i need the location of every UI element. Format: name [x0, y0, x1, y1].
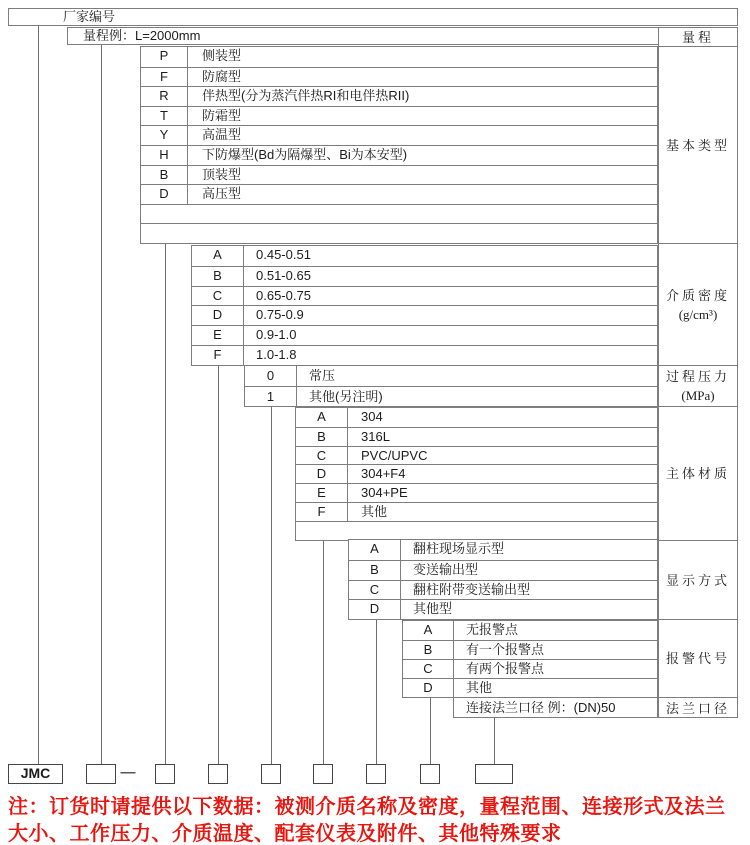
option-row	[296, 483, 657, 502]
connector-line	[165, 242, 166, 765]
model-code-box	[155, 764, 175, 784]
option-row	[192, 246, 657, 266]
range-example-row	[67, 27, 658, 45]
option-code: B	[403, 641, 454, 659]
model-code-box	[208, 764, 228, 784]
option-desc: 高压型	[202, 186, 242, 202]
connector-line	[494, 718, 495, 765]
option-code: H	[141, 146, 188, 165]
connector-line	[101, 45, 102, 765]
option-row	[192, 286, 657, 306]
range-example-label: 量程例：L=2000mm	[83, 28, 201, 43]
option-desc: 防腐型	[202, 68, 242, 84]
option-desc: 其他(另注明)	[309, 389, 383, 404]
option-code: A	[296, 408, 348, 427]
option-code: E	[192, 326, 244, 345]
option-desc: 侧装型	[202, 48, 242, 63]
option-row	[296, 502, 657, 521]
model-prefix-box	[8, 764, 63, 784]
option-desc: PVC/UPVC	[361, 447, 428, 463]
connector-line	[376, 618, 377, 765]
category-flange-size	[659, 697, 737, 718]
option-desc: 304	[361, 409, 383, 424]
option-row	[141, 86, 657, 106]
model-code-box	[261, 764, 281, 784]
option-code: R	[141, 87, 188, 106]
option-code: 0	[245, 366, 297, 386]
option-code: A	[349, 540, 401, 560]
option-desc: 0.65-0.75	[256, 287, 311, 303]
option-desc: 有两个报警点	[466, 661, 545, 676]
category-display-mode	[659, 540, 737, 619]
option-code: D	[296, 465, 348, 483]
option-code: A	[403, 621, 454, 640]
option-desc: 1.0-1.8	[256, 346, 297, 362]
option-row	[192, 266, 657, 286]
option-row	[296, 408, 657, 427]
option-row	[141, 106, 657, 126]
option-row	[349, 580, 657, 600]
option-row	[403, 640, 657, 659]
category-alarm-code	[659, 619, 737, 697]
option-desc: 有一个报警点	[466, 642, 545, 657]
manufacturer-row-label: 厂家编号	[63, 9, 116, 24]
section-medium-density	[191, 245, 658, 366]
model-prefix-label: JMC	[20, 765, 51, 781]
option-desc: 其他	[466, 680, 493, 695]
option-desc: 0.51-0.65	[256, 267, 311, 283]
option-row	[296, 521, 657, 540]
option-code: C	[403, 660, 454, 678]
model-code-box	[420, 764, 440, 784]
category-label: 介质密度	[665, 287, 730, 303]
option-desc: 316L	[361, 428, 390, 444]
category-label: 主体材质	[665, 466, 730, 481]
option-code: D	[403, 679, 454, 697]
option-code: T	[141, 107, 188, 126]
category-range	[659, 28, 737, 46]
flange-size-label: 连接法兰口径 例：(DN)50	[466, 700, 616, 715]
option-desc: 下防爆型(Bd为隔爆型、Bi为本安型)	[202, 146, 408, 162]
option-code: B	[141, 166, 188, 185]
manufacturer-row	[8, 8, 738, 26]
option-code: C	[349, 581, 401, 600]
category-label: 基本类型	[665, 137, 730, 153]
option-code	[296, 522, 348, 540]
connector-line	[323, 539, 324, 765]
option-row	[141, 67, 657, 87]
connector-line	[38, 26, 39, 765]
connector-line	[218, 364, 219, 765]
option-row	[296, 464, 657, 483]
model-code-box	[313, 764, 333, 784]
model-code-separator: —	[120, 764, 136, 781]
option-desc: 0.9-1.0	[256, 327, 297, 343]
model-code-box	[86, 764, 116, 784]
connector-line	[271, 405, 272, 765]
option-code: D	[141, 185, 188, 204]
category-label: 过程压力	[665, 369, 730, 384]
option-code: D	[349, 600, 401, 619]
option-desc: 常压	[309, 368, 336, 383]
model-code-box	[475, 764, 513, 784]
option-desc: 高温型	[202, 127, 242, 143]
option-code	[141, 224, 188, 243]
option-row	[141, 47, 657, 67]
option-row	[192, 305, 657, 325]
category-basic-type	[659, 46, 737, 243]
category-unit: (MPa)	[681, 388, 715, 403]
option-desc: 防霜型	[202, 107, 242, 123]
ordering-note	[8, 794, 748, 845]
option-desc	[188, 224, 657, 243]
category-label: 显示方式	[665, 572, 730, 588]
section-display-mode	[348, 539, 658, 620]
category-body-material	[659, 406, 737, 540]
category-process-pressure	[659, 365, 737, 406]
option-desc: 0.45-0.51	[256, 247, 311, 262]
option-row	[349, 560, 657, 580]
category-label: 量程	[681, 29, 714, 45]
option-desc: 0.75-0.9	[256, 307, 304, 323]
option-code: 1	[245, 387, 297, 406]
option-row	[403, 678, 657, 697]
option-code: F	[141, 68, 188, 87]
section-basic-type	[140, 46, 658, 244]
option-code: B	[349, 561, 401, 580]
option-row	[245, 386, 657, 406]
option-code: F	[296, 503, 348, 521]
option-desc: 翻柱附带变送输出型	[413, 581, 531, 597]
option-row	[403, 621, 657, 640]
option-row	[296, 446, 657, 465]
option-row	[192, 345, 657, 365]
option-row	[141, 145, 657, 165]
option-row	[296, 427, 657, 446]
option-desc	[348, 522, 657, 540]
option-desc: 其他型	[413, 601, 453, 617]
option-code: B	[296, 428, 348, 446]
ordering-note-line2: 大小、工作压力、介质温度、配套仪表及附件、其他特殊要求	[8, 823, 562, 845]
option-desc: 304+PE	[361, 485, 408, 501]
option-code: E	[296, 484, 348, 502]
section-process-pressure	[244, 365, 658, 407]
option-desc: 无报警点	[466, 622, 519, 637]
category-column	[658, 27, 738, 718]
model-code-box	[366, 764, 386, 784]
option-desc: 翻柱现场显示型	[413, 541, 505, 556]
option-desc: 顶装型	[202, 166, 242, 182]
option-desc: 变送输出型	[413, 561, 479, 577]
option-desc: 304+F4	[361, 466, 406, 482]
ordering-note-line1: 注：订货时请提供以下数据：被测介质名称及密度，量程范围、连接形式及法兰	[8, 796, 726, 818]
category-label: 报警代号	[665, 651, 730, 666]
option-row	[141, 204, 657, 224]
option-code: Y	[141, 126, 188, 145]
option-code: C	[192, 287, 244, 306]
option-row	[245, 366, 657, 386]
option-row	[141, 125, 657, 145]
section-body-material	[295, 407, 658, 541]
option-row	[403, 659, 657, 678]
option-code: A	[192, 246, 244, 266]
option-row	[349, 540, 657, 560]
option-code	[141, 205, 188, 224]
option-row	[141, 184, 657, 204]
option-code: P	[141, 47, 188, 67]
connector-line	[430, 696, 431, 765]
category-unit: (g/cm³)	[678, 306, 718, 322]
option-desc: 伴热型(分为蒸汽伴热RI和电伴热RII)	[202, 88, 410, 104]
option-desc: 其他	[361, 503, 388, 519]
section-alarm-code	[402, 620, 658, 698]
category-medium-density	[659, 243, 737, 365]
option-code: F	[192, 346, 244, 365]
flange-size-row	[453, 697, 658, 718]
option-row	[192, 325, 657, 345]
option-row	[141, 165, 657, 185]
option-row	[349, 599, 657, 619]
category-label: 法兰口径	[665, 701, 730, 716]
option-code: D	[192, 306, 244, 325]
option-row	[141, 223, 657, 243]
option-desc	[188, 205, 657, 224]
option-code: C	[296, 447, 348, 465]
option-code: B	[192, 267, 244, 286]
